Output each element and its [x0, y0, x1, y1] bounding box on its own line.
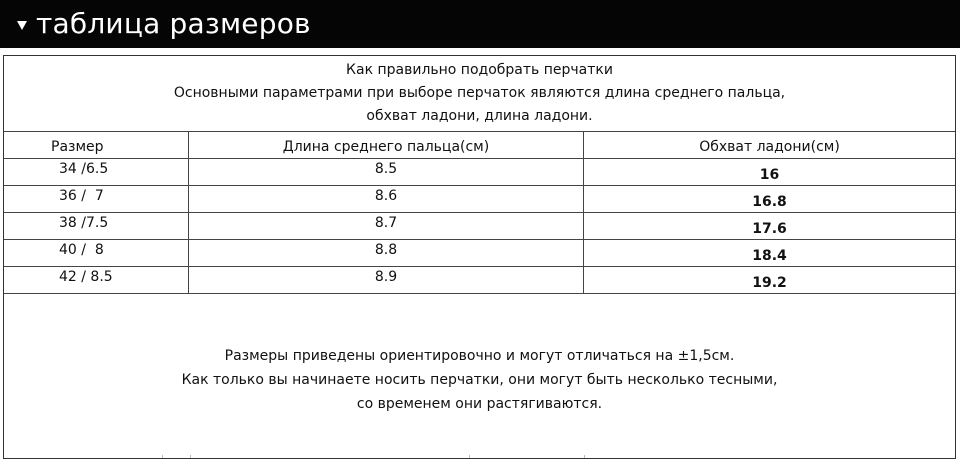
finger-length-cell: 8.6	[189, 186, 584, 212]
page-header	[0, 0, 960, 48]
edge-mark	[162, 455, 163, 458]
edge-mark	[584, 455, 585, 458]
column-header-size: Размер	[4, 132, 189, 158]
palm-girth-cell: 16.8	[752, 193, 787, 210]
table-row	[4, 159, 955, 186]
edge-mark	[469, 455, 470, 458]
table-row	[4, 240, 955, 267]
size-chart	[3, 55, 956, 459]
size-cell: 34 /6.5	[4, 159, 189, 185]
size-note	[4, 292, 955, 458]
size-cell: 42 / 8.5	[4, 267, 189, 293]
table-header-row	[4, 132, 955, 159]
finger-length-cell: 8.5	[189, 159, 584, 185]
note-line: Размеры приведены ориентировочно и могут отличаться на ±1,5см.	[224, 348, 735, 364]
edge-mark	[190, 455, 191, 458]
palm-girth-cell: 18.4	[752, 247, 787, 264]
palm-girth-cell: 16	[759, 166, 780, 183]
table-row	[4, 213, 955, 240]
size-cell: 36 / 7	[4, 186, 189, 212]
intro-line: обхват ладони, длина ладони.	[366, 108, 593, 124]
column-header-palm-girth: Обхват ладони(см)	[699, 138, 840, 155]
palm-girth-cell: 17.6	[752, 220, 787, 237]
intro-line: Основными параметрами при выборе перчаток являются длина среднего пальца,	[173, 85, 786, 101]
size-cell: 40 / 8	[4, 240, 189, 266]
palm-girth-cell: 19.2	[752, 274, 787, 291]
finger-length-cell: 8.8	[189, 240, 584, 266]
note-line: Как только вы начинаете носить перчатки, они могут быть несколько тесными,	[181, 372, 778, 388]
size-cell: 38 /7.5	[4, 213, 189, 239]
page-title: таблица размеров	[36, 7, 311, 40]
intro-text	[4, 56, 955, 132]
table-row	[4, 267, 955, 294]
size-table	[4, 132, 955, 294]
finger-length-cell: 8.7	[189, 213, 584, 239]
table-row	[4, 186, 955, 213]
intro-line: Как правильно подобрать перчатки	[346, 62, 613, 78]
column-header-finger-length: Длина среднего пальца(см)	[189, 132, 584, 158]
finger-length-cell: 8.9	[189, 267, 584, 293]
note-line: со временем они растягиваются.	[356, 396, 603, 412]
triangle-down-icon	[17, 21, 27, 30]
